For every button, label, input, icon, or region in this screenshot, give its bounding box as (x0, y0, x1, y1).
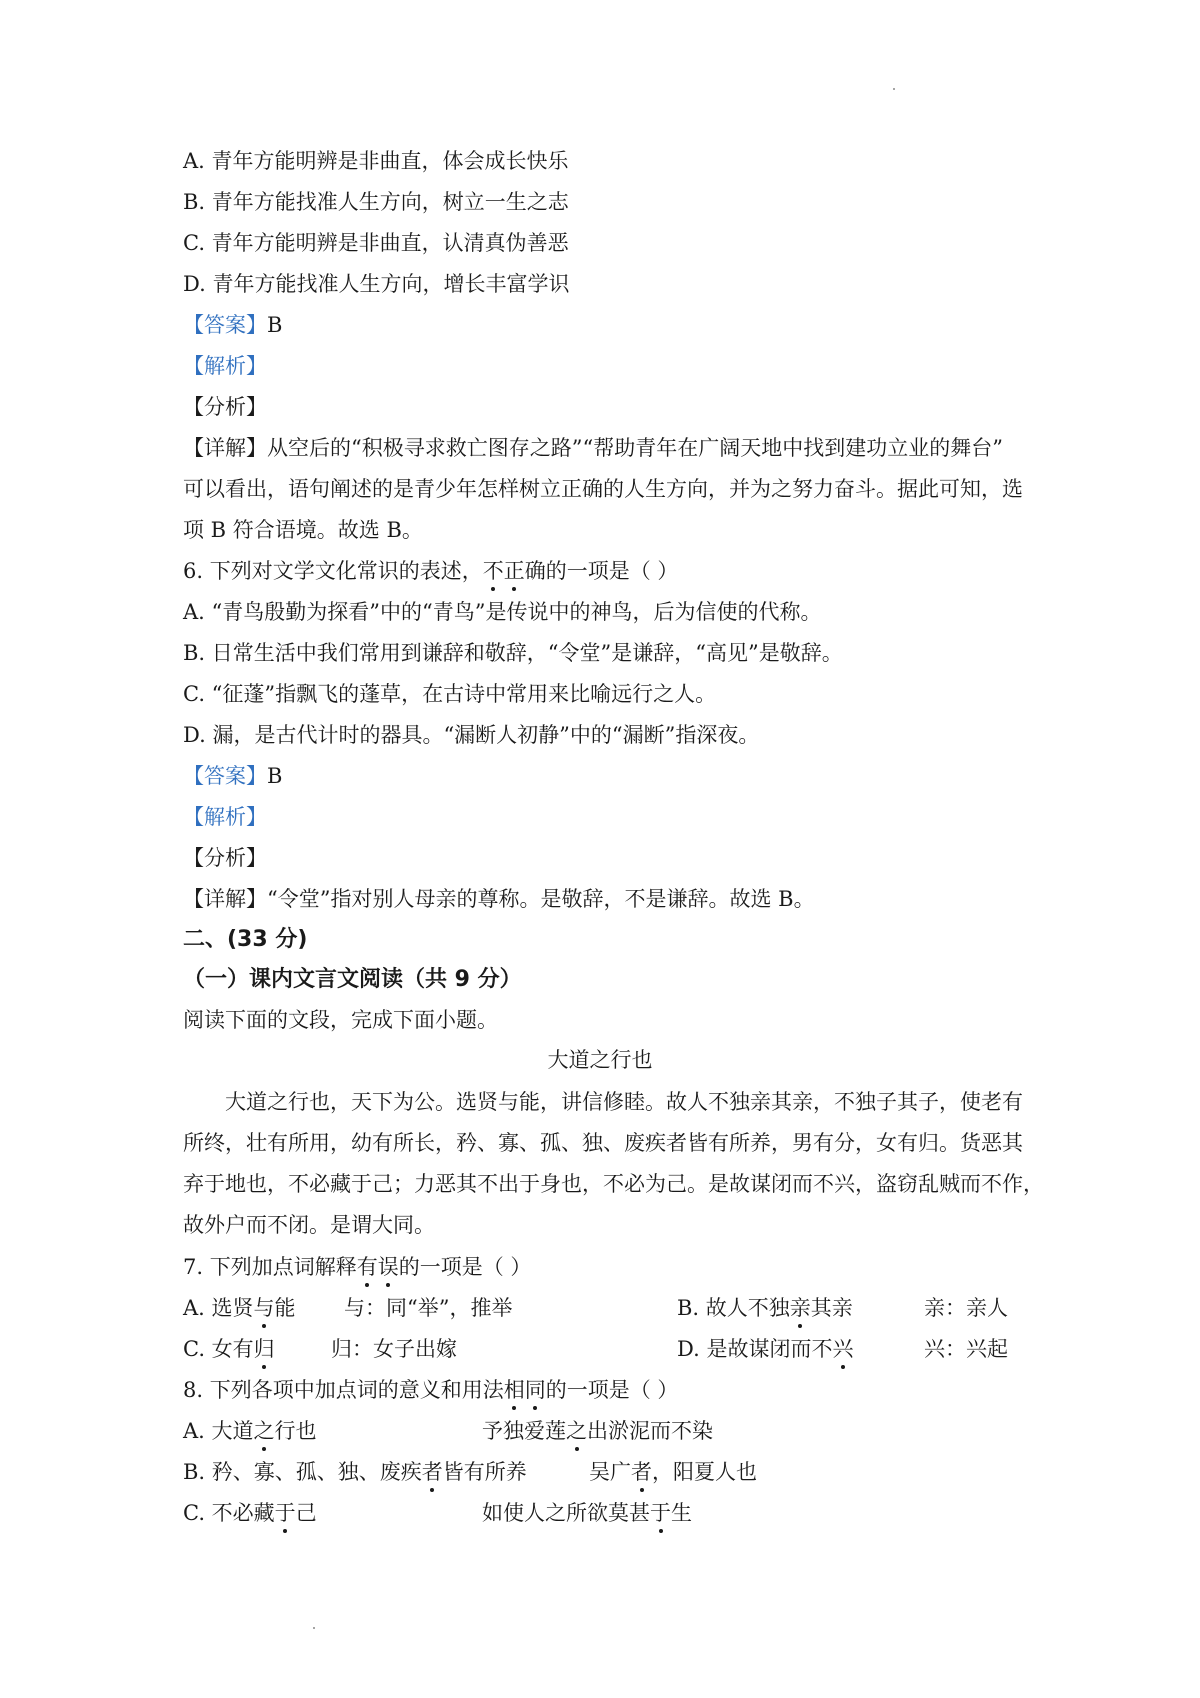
passage-line-2: 所终，壮有所用，幼有所长，矜、寡、孤、独、废疾者皆有所养，男有分，女有归。货恶其 (183, 1131, 1023, 1155)
q7-b-dotted: 亲 (790, 1293, 811, 1323)
q8-stem-pre: 8. 下列各项中加点词的意义和用法 (183, 1378, 504, 1402)
q7-stem-pre: 7. 下列加点词解释 (183, 1255, 357, 1279)
q7-b-explanation: 亲：亲人 (924, 1296, 1008, 1320)
q7-c-explanation: 归：女子出嫁 (331, 1337, 457, 1361)
q8-a-pre: A. 大道 (183, 1419, 254, 1443)
q8-a2-dotted: 之 (566, 1416, 587, 1446)
answer-value: B (267, 764, 283, 788)
reading-instruction: 阅读下面的文段，完成下面小题。 (183, 1008, 498, 1032)
q8-option-a-compare (482, 1416, 713, 1446)
q8-dotted-char: 相 (504, 1375, 525, 1405)
q5-fenxi-tag: 【分析】 (183, 395, 267, 419)
q8-c2-pre: 如使人之所欲莫甚 (482, 1501, 650, 1525)
q6-stem (183, 556, 678, 586)
q8-c2-post: 生 (671, 1501, 692, 1525)
q7-dotted-char: 误 (378, 1252, 399, 1282)
q6-option-b: B. 日常生活中我们常用到谦辞和敬辞，“令堂”是谦辞，“高见”是敬辞。 (183, 641, 843, 665)
q8-option-c (183, 1498, 317, 1528)
q6-fenxi-tag: 【分析】 (183, 846, 267, 870)
q8-c-dotted: 于 (275, 1498, 296, 1528)
scan-speck (313, 1627, 315, 1629)
q6-option-a: A. “青鸟殷勤为探看”中的“青鸟”是传说中的神鸟，后为信使的代称。 (183, 600, 822, 624)
passage-line-4: 故外户而不闭。是谓大同。 (183, 1213, 435, 1237)
q6-option-c: C. “征蓬”指飘飞的蓬草，在古诗中常用来比喻远行之人。 (183, 682, 717, 706)
q8-b-post: 皆有所养 (442, 1460, 527, 1484)
q7-option-c (183, 1334, 275, 1364)
q8-stem-post: 的一项是（ ） (545, 1378, 679, 1402)
q5-detail-line-2: 可以看出，语句阐述的是青少年怎样树立正确的人生方向，并为之努力奋斗。据此可知，选 (183, 477, 1023, 501)
q8-stem (183, 1375, 678, 1405)
q8-b2-dotted: 者 (631, 1457, 652, 1487)
q5-analysis-tag: 【解析】 (183, 354, 267, 378)
q7-b-pre: B. 故人不独 (677, 1296, 790, 1320)
q7-dotted-char: 有 (357, 1252, 378, 1282)
q8-a-dotted: 之 (254, 1416, 275, 1446)
q6-stem-pre: 6. 下列对文学文化常识的表述， (183, 559, 483, 583)
q5-option-d: D. 青年方能找准人生方向，增长丰富学识 (183, 272, 570, 296)
q7-option-a (183, 1293, 296, 1323)
q7-stem-post: 的一项是（ ） (398, 1255, 532, 1279)
passage-title: 大道之行也 (547, 1048, 653, 1072)
q8-b-pre: B. 矜、寡、孤、独、废疾 (183, 1460, 422, 1484)
q7-b-post: 其亲 (810, 1296, 853, 1320)
q8-b2-pre: 吴广 (589, 1460, 631, 1484)
scan-speck (893, 88, 895, 90)
q7-d-pre: D. 是故谋闭而不 (677, 1337, 833, 1361)
q7-d-dotted: 兴 (832, 1334, 853, 1364)
q7-a-post: 能 (274, 1296, 296, 1320)
q8-dotted-char: 同 (525, 1375, 546, 1405)
q5-detail-line-1: 【详解】从空后的“积极寻求救亡图存之路”“帮助青年在广阔天地中找到建功立业的舞台” (183, 436, 1003, 460)
q8-option-c-compare (482, 1498, 692, 1528)
q6-analysis-tag: 【解析】 (183, 805, 267, 829)
q5-answer (183, 310, 282, 340)
q5-detail-line-3: 项 B 符合语境。故选 B。 (183, 518, 423, 542)
q7-c-pre: C. 女有 (183, 1337, 254, 1361)
answer-tag: 【答案】 (183, 313, 267, 337)
q7-c-dotted: 归 (254, 1334, 275, 1364)
q7-d-explanation: 兴：兴起 (924, 1337, 1008, 1361)
q8-c2-dotted: 于 (650, 1498, 671, 1528)
q6-dotted-char: 不 (483, 556, 504, 586)
q6-dotted-char: 正 (504, 556, 525, 586)
q6-option-d: D. 漏，是古代计时的器具。“漏断人初静”中的“漏断”指深夜。 (183, 723, 760, 747)
q7-stem (183, 1252, 531, 1282)
q7-a-pre: A. 选贤 (183, 1296, 254, 1320)
answer-value: B (267, 313, 283, 337)
section-heading: 二、(33 分) (183, 927, 308, 952)
answer-tag: 【答案】 (183, 764, 267, 788)
q7-option-d (677, 1334, 853, 1364)
q8-a-post: 行也 (274, 1419, 317, 1443)
passage-line-1: 大道之行也，天下为公。选贤与能，讲信修睦。故人不独亲其亲，不独子其子，使老有 (225, 1090, 1023, 1114)
q8-a2-post: 出淤泥而不染 (587, 1419, 713, 1443)
q8-c-post: 己 (295, 1501, 317, 1525)
q7-a-explanation: 与：同“举”，推举 (344, 1296, 513, 1320)
q8-option-a (183, 1416, 317, 1446)
q8-option-b-compare (589, 1457, 757, 1487)
q6-stem-post: 确的一项是（ ） (524, 559, 679, 583)
q8-option-b (183, 1457, 527, 1487)
q8-c-pre: C. 不必藏 (183, 1501, 275, 1525)
q8-a2-pre: 予独爱莲 (482, 1419, 566, 1443)
q6-detail: 【详解】“令堂”指对别人母亲的尊称。是敬辞，不是谦辞。故选 B。 (183, 887, 815, 911)
q6-answer (183, 761, 282, 791)
passage-line-3: 弃于地也，不必藏于己；力恶其不出于身也，不必为己。是故谋闭而不兴，盗窃乱贼而不作， (183, 1172, 1044, 1196)
q5-option-b: B. 青年方能找准人生方向，树立一生之志 (183, 190, 569, 214)
q7-a-dotted: 与 (254, 1293, 275, 1323)
q7-option-b (677, 1293, 853, 1323)
q8-b2-post: ，阳夏人也 (652, 1460, 757, 1484)
q5-option-a: A. 青年方能明辨是非曲直，体会成长快乐 (183, 149, 569, 173)
subsection-heading: （一）课内文言文阅读（共 9 分） (183, 967, 522, 992)
q8-b-dotted: 者 (422, 1457, 443, 1487)
q5-option-c: C. 青年方能明辨是非曲直，认清真伪善恶 (183, 231, 569, 255)
